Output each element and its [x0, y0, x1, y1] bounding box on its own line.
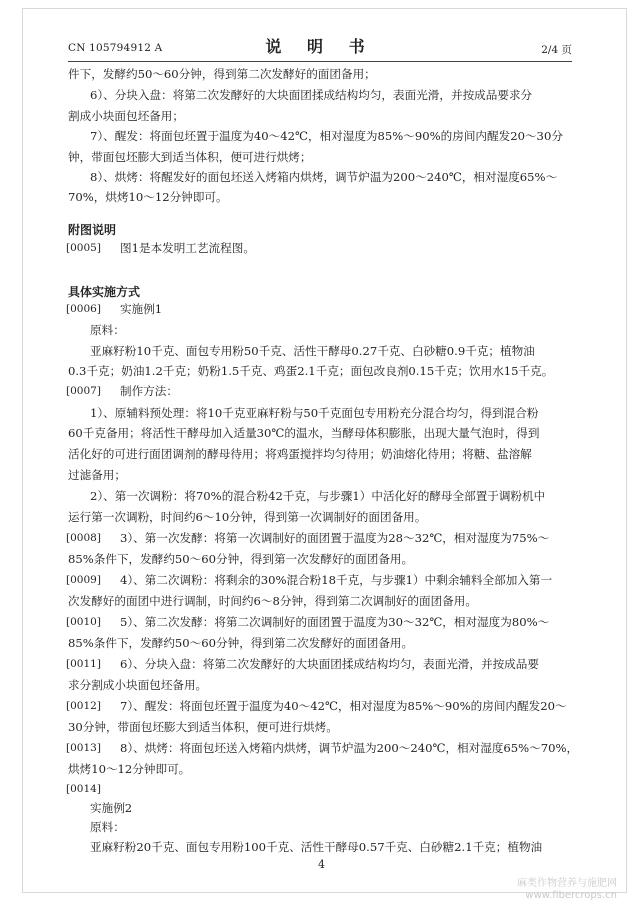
document-title: 说 明 书	[265, 37, 375, 56]
watermark-url: www.fibercrops.cn	[525, 890, 617, 901]
text-line: 8）、烘烤：将醒发好的面包坯送入烤箱内烘烤，调节炉温为200～240℃，相对湿度65%～	[90, 170, 558, 184]
paragraph-number: [0005]	[66, 242, 101, 254]
text-line: 烘烤10～12分钟即可。	[68, 762, 191, 776]
text-line: 亚麻籽粉10千克、面包专用粉50千克、活性干酵母0.27千克、白砂糖0.9千克；植物油	[90, 344, 535, 358]
paragraph-number: [0012]	[66, 700, 101, 712]
text-line: 6）、分块入盘：将第二次发酵好的大块面团揉成结构均匀，表面光滑，并按成品要求分	[90, 88, 533, 102]
paragraph-number: [0011]	[66, 658, 101, 670]
patent-number: CN 105794912 A	[68, 42, 163, 54]
text-line: 1）、原辅料预处理：将10千克亚麻籽粉与50千克面包专用粉充分混合均匀，得到混合粉	[90, 406, 539, 420]
text-line: 运行第一次调粉，时间约6～10分钟，得到第一次调制好的面团备用。	[68, 510, 427, 524]
text-line: 实施例2	[90, 801, 133, 815]
text-line: 制作方法：	[120, 384, 178, 398]
paragraph-number: [0006]	[66, 303, 101, 315]
text-line: 原料：	[90, 323, 125, 337]
page-number: 4	[318, 858, 325, 871]
text-line: 图1是本发明工艺流程图。	[120, 241, 255, 255]
text-line: 7）、醒发：将面包坯置于温度为40～42℃，相对湿度为85%～90%的房间内醒发20～	[120, 699, 567, 713]
text-line: 5）、第二次发酵：将第二次调制好的面团置于温度为30～32℃，相对湿度为80%～	[120, 615, 550, 629]
paragraph-number: [0007]	[66, 385, 101, 397]
text-line: 割成小块面包坯备用；	[68, 109, 184, 123]
paragraph-number: [0014]	[66, 783, 101, 795]
text-line: 钟，带面包坯膨大到适当体积，便可进行烘烤；	[68, 150, 312, 164]
text-line: 8）、烘烤：将面包坯送入烤箱内烘烤，调节炉温为200～240℃，相对湿度65%～70%，	[120, 741, 579, 755]
paragraph-number: [0008]	[66, 532, 101, 544]
text-line: 70%，烘烤10～12分钟即可。	[68, 190, 228, 204]
text-line: 求分割成小块面包坯备用。	[68, 678, 208, 692]
text-line: 0.3千克；奶油1.2千克；奶粉1.5千克、鸡蛋2.1千克；面包改良剂0.15千克；饮用水15千克。	[68, 364, 554, 378]
text-line: 件下，发酵约50～60分钟，得到第二次发酵好的面团备用；	[68, 67, 376, 81]
paragraph-number: [0010]	[66, 616, 101, 628]
text-line: 60千克备用；将活性干酵母加入适量30℃的温水，当酵母体积膨胀，出现大量气泡时，得到	[68, 426, 540, 440]
paragraph-number: [0009]	[66, 574, 101, 586]
page-indicator: 2/4 页	[541, 44, 572, 56]
text-line: 原料：	[90, 820, 125, 834]
text-line: 亚麻籽粉20千克、面包专用粉100千克、活性干酵母0.57千克、白砂糖2.1千克；植物油	[90, 840, 543, 854]
text-line: 30分钟，带面包坯膨大到适当体积，便可进行烘烤。	[68, 720, 338, 734]
paragraph-number: [0013]	[66, 742, 101, 754]
text-line: 次发酵好的面团中进行调制，时间约6～8分钟，得到第二次调制好的面团备用。	[68, 594, 477, 608]
text-line: 85%条件下，发酵约50～60分钟，得到第二次发酵好的面团备用。	[68, 636, 414, 650]
text-line: 实施例1	[120, 302, 163, 316]
page-header	[68, 34, 572, 60]
text-line: 85%条件下，发酵约50～60分钟，得到第一次发酵好的面团备用。	[68, 552, 414, 566]
watermark-site-name: 麻类作物营养与施肥网	[517, 878, 617, 889]
text-line: 活化好的可进行面团调剂的酵母待用；将鸡蛋搅拌均匀待用；奶油熔化待用；将糖、盐溶解	[68, 447, 532, 461]
text-line: 6）、分块入盘：将第二次发酵好的大块面团揉成结构均匀，表面光滑，并按成品要	[120, 657, 539, 671]
watermark	[517, 878, 617, 902]
heading-figures: 附图说明	[68, 223, 117, 237]
text-line: 3）、第一次发酵：将第一次调制好的面团置于温度为28～32℃，相对湿度为75%～	[120, 531, 550, 545]
heading-embodiments: 具体实施方式	[68, 285, 141, 299]
text-line: 4）、第二次调粉：将剩余的30%混合粉18千克，与步骤1）中剩余辅料全部加入第一	[120, 573, 553, 587]
header-rule	[68, 61, 572, 62]
text-line: 过滤备用；	[68, 468, 126, 482]
text-line: 2）、第一次调粉：将70%的混合粉42千克，与步骤1）中活化好的酵母全部置于调粉机中	[90, 489, 546, 503]
text-line: 7）、醒发：将面包坯置于温度为40～42℃，相对湿度为85%～90%的房间内醒发20～30分	[90, 129, 563, 143]
